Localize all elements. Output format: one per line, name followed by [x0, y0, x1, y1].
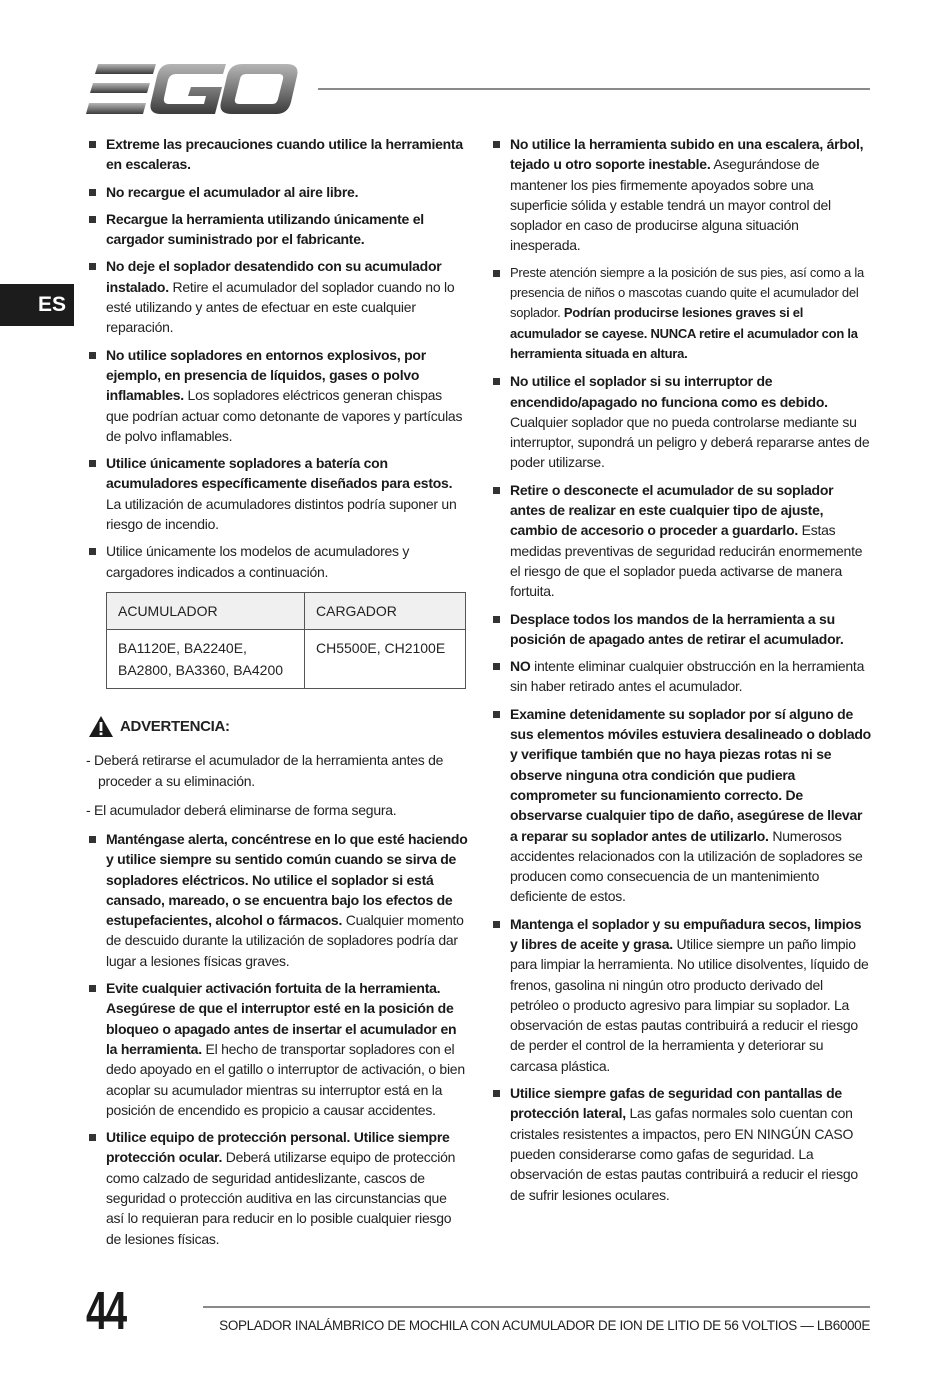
safety-item: [490, 1083, 872, 1205]
safety-item: [86, 541, 468, 582]
safety-item-text: Los sopladores eléctricos generan chispas que podrían actuar como detonante de vapores y partículas de polvo inflamables.: [106, 387, 463, 444]
safety-item-bold: No utilice el soplador si su interruptor de encendido/apagado no funciona como es debido.: [510, 373, 828, 410]
safety-item-lead: Preste atención siempre a la posición de sus pies, así como a la presencia de niños o mascotas cuando quite el acumulador del soplador.: [510, 264, 864, 321]
safety-item-bold: Utilice siempre gafas de seguridad con pantallas de protección lateral,: [510, 1085, 842, 1122]
safety-item-bold: Evite cualquier activación fortuita de la herramienta. Asegúrese de que el interruptor esté en la posición de bloqueo o apagado antes de insertar el acumulador en la herramienta.: [106, 980, 457, 1057]
safety-item: [490, 914, 872, 1076]
safety-item-bold: Podrían producirse lesiones graves si el acumulador se cayese. NUNCA retire el acumulador con la herramienta situada en altura.: [510, 305, 858, 361]
safety-item-bold: Desplace todos los mandos de la herramienta a su posición de apagado antes de retirar el acumulador.: [510, 610, 844, 647]
safety-item-text: Estas medidas preventivas de seguridad reducirán enormemente el riesgo de que el soplador pueda activarse de manera fortuita.: [510, 522, 863, 600]
safety-item-bold: No utilice la herramienta subido en una escalera, árbol, tejado u otro soporte inestable.: [510, 136, 864, 173]
safety-item: [490, 263, 872, 364]
safety-item: [86, 345, 468, 446]
safety-item: [490, 656, 872, 697]
page-number: 44: [86, 1281, 125, 1341]
warning-triangle-icon: [88, 715, 114, 738]
safety-item-text: La utilización de acumuladores distintos podría suponer un riesgo de incendio.: [106, 495, 457, 533]
safety-item-bold: Recargue la herramienta utilizando únicamente el cargador suministrado por el fabricante.: [106, 210, 424, 248]
table-header-charger: CARGADOR: [305, 592, 466, 629]
warning-title: ADVERTENCIA:: [120, 717, 230, 735]
safety-item-text: Cualquier momento de descuido durante la utilización de sopladores podría dar lugar a lesiones físicas graves.: [106, 912, 464, 969]
safety-item-bold: No deje el soplador desatendido con su acumulador instalado.: [106, 258, 442, 295]
safety-item-text: Retire el acumulador del soplador cuando no lo esté utilizando y antes de efectuar en este cualquier reparación.: [106, 278, 455, 336]
safety-item-text: Utilice únicamente los modelos de acumuladores y cargadores indicados a continuación.: [106, 543, 410, 580]
safety-item-bold: Mantenga el soplador y su empuñadura secos, limpios y libres de aceite y grasa.: [510, 915, 862, 952]
safety-item-bold: No recargue el acumulador al aire libre.: [106, 183, 359, 200]
warning-heading: [88, 715, 468, 738]
safety-item: [86, 182, 468, 202]
safety-item-bold: Extreme las precauciones cuando utilice la herramienta en escaleras.: [106, 136, 463, 173]
safety-item-text: Numerosos accidentes relacionados con la utilización de sopladores se producen como consecuencia de un mantenimiento deficiente de estos.: [510, 827, 863, 905]
safety-item: [490, 704, 872, 907]
safety-item: [86, 209, 468, 250]
footer-rule: [203, 1306, 870, 1308]
table-header-battery: ACUMULADOR: [107, 592, 305, 629]
safety-item-bold: NO: [510, 658, 531, 675]
safety-item-bold: Manténgase alerta, concéntrese en lo que esté haciendo y utilice siempre su sentido común cuando se sirva de sopladores eléctricos. No utilice el soplador si está cansado, mareado, o se encuentra bajo los efectos de estupefacientes, alcohol o fármacos.: [106, 830, 468, 929]
safety-item-text: intente eliminar cualquier obstrucción en la herramienta sin haber retirado antes el acumulador.: [510, 658, 865, 695]
language-tab: ES: [0, 284, 74, 326]
left-safety-list-2: [86, 829, 468, 1249]
safety-item: [86, 453, 468, 534]
safety-item-bold: Examine detenidamente su soplador por sí alguno de sus elementos móviles estuviera desalineado o doblado y verifique también que no haya piezas rotas ni se observe ninguna otra condición que pudiera comprometer su funcionamiento correcto. De observarse cualquier tipo de daño, asegúrese de llevar a reparar su soplador antes de utilizarlo.: [510, 705, 871, 844]
left-column: [86, 134, 468, 1256]
header-rule: [318, 88, 870, 90]
safety-item-text: Utilice siempre un paño limpio para limpiar la herramienta. No utilice disolventes, líquido de frenos, gasolina ni ningún otro producto derivado del petróleo o producto agresivo para limpiar su soplador. La observación de estas pautas contribuirá a reducir el riesgo de perder el control de la herramienta y deteriorar su carcasa plástica.: [510, 935, 869, 1074]
safety-item: [86, 829, 468, 971]
safety-item-bold: Utilice equipo de protección personal. Utilice siempre protección ocular.: [106, 1129, 450, 1166]
warning-line: - El acumulador deberá eliminarse de forma segura.: [86, 801, 397, 818]
safety-item: [490, 134, 872, 256]
safety-item: [490, 480, 872, 602]
right-safety-list: [490, 134, 872, 1205]
warning-line: - Deberá retirarse el acumulador de la herramienta antes de proceder a su eliminación.: [86, 751, 444, 789]
safety-item: [86, 134, 468, 175]
safety-item: [86, 978, 468, 1120]
safety-item-text: Deberá utilizarse equipo de protección como calzado de seguridad antideslizante, cascos de seguridad o protección auditiva en las circunstancias que así lo requieran para reducir en lo posible cualquier riesgo de lesiones físicas.: [106, 1149, 456, 1247]
table-cell-battery-models: BA1120E, BA2240E, BA2800, BA3360, BA4200: [107, 629, 305, 688]
safety-item-text: Cualquier soplador que no pueda controlarse mediante su interruptor, supondrá un peligro y deberá repararse antes de poder utilizarse.: [510, 413, 870, 471]
safety-item-bold: Retire o desconecte el acumulador de su soplador antes de realizar en este cualquier tipo de ajuste, cambio de accesorio o proceder a guardarlo.: [510, 481, 834, 539]
safety-item-text: Asegurándose de mantener los pies firmemente apoyados sobre una superficie sólida y estable tendrá un mayor control del soplador en caso de producirse alguna situación inesperada.: [510, 156, 831, 254]
table-cell-charger-models: CH5500E, CH2100E: [305, 629, 466, 688]
safety-item-bold: Utilice únicamente sopladores a batería con acumuladores específicamente diseñados para estos.: [106, 455, 453, 492]
left-safety-list: [86, 134, 468, 582]
ego-logo: [86, 62, 298, 116]
safety-item: [86, 1127, 468, 1249]
right-column: [490, 134, 872, 1212]
footer-title: SOPLADOR INALÁMBRICO DE MOCHILA CON ACUMULADOR DE ION DE LITIO DE 56 VOLTIOS — LB6000E: [219, 1318, 870, 1333]
safety-item: [490, 609, 872, 650]
safety-item-text: Las gafas normales solo cuentan con cristales resistentes a impactos, pero EN NINGÚN CASO pueden considerarse como gafas de seguridad. La observación de estas pautas contribuirá a reducir el riesgo de sufrir lesiones oculares.: [510, 1105, 858, 1203]
safety-item-text: El hecho de transportar sopladores con el dedo apoyado en el gatillo o interruptor de activación, o bien acoplar su acumulador mientras su interruptor está en la posición de encendido es propicio a causar accidentes.: [106, 1040, 465, 1118]
safety-item: [490, 371, 872, 472]
safety-item-bold: No utilice sopladores en entornos explosivos, por ejemplo, en presencia de líquidos, gases o polvo inflamables.: [106, 346, 426, 404]
battery-charger-table: [106, 592, 466, 689]
safety-item: [86, 256, 468, 337]
